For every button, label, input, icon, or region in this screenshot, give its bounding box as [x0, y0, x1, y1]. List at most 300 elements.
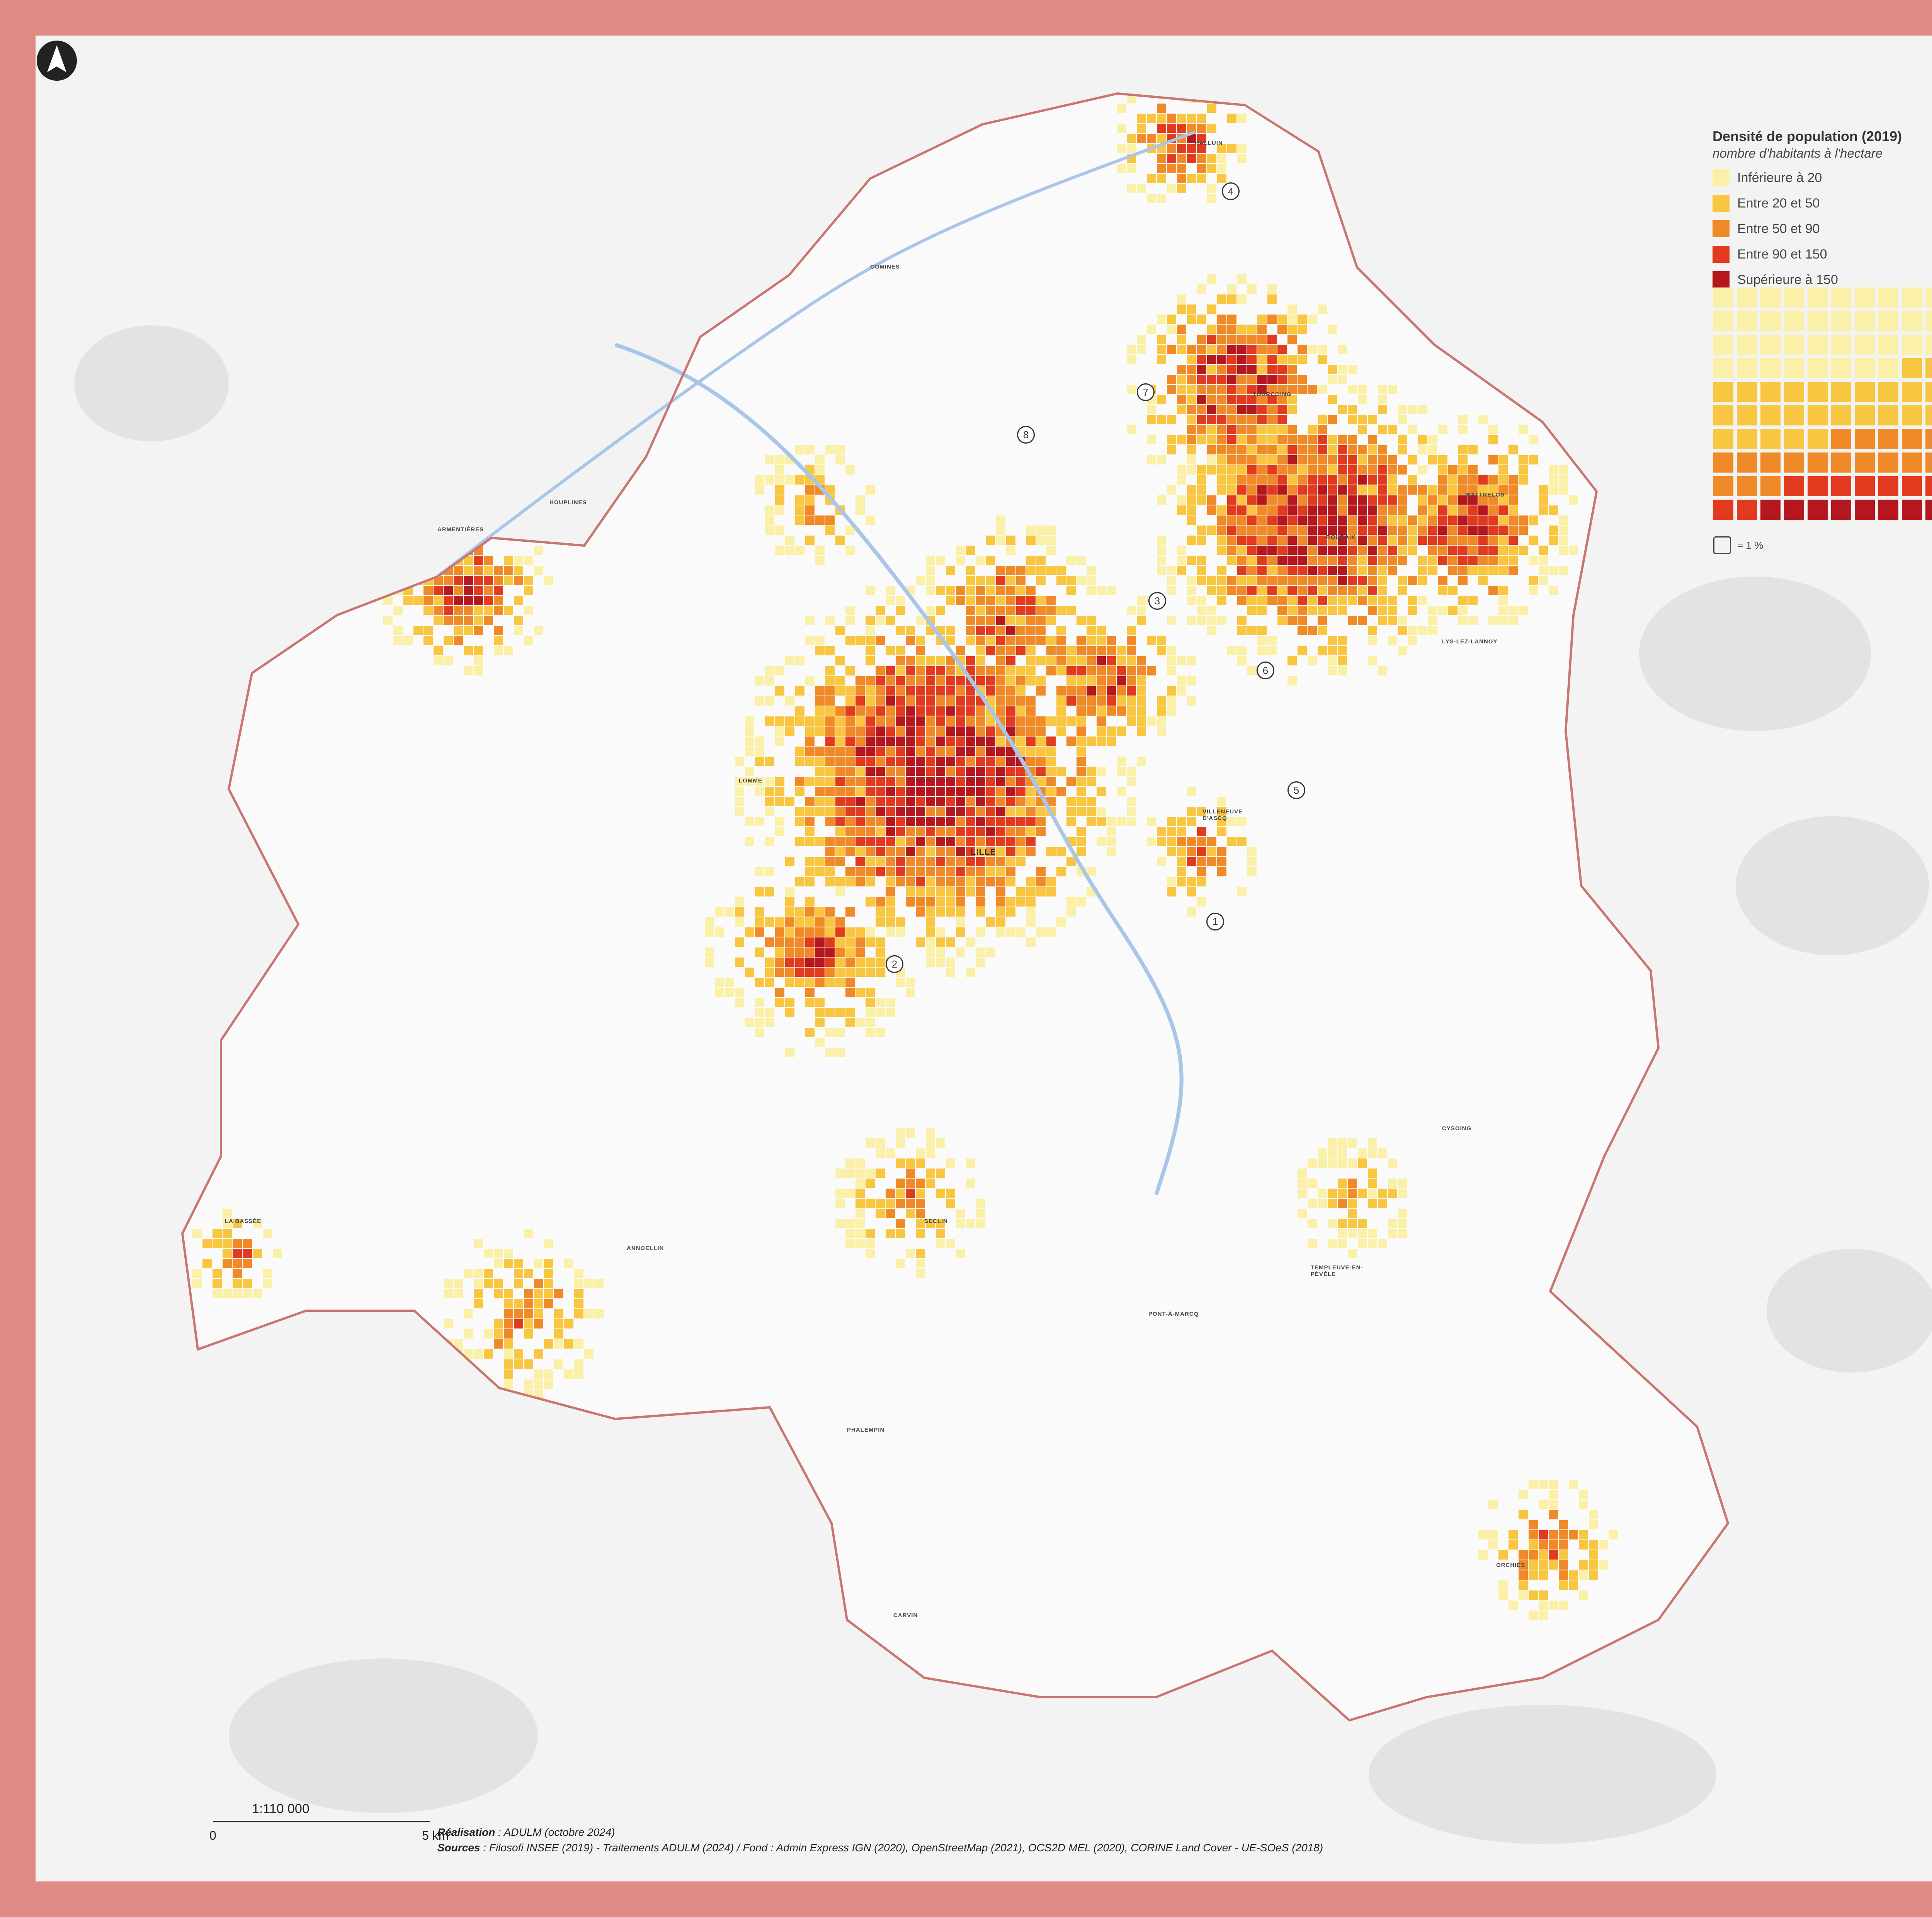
- density-cell: [1328, 435, 1337, 444]
- density-cell: [936, 887, 945, 896]
- density-cell: [1177, 676, 1186, 685]
- density-cell: [1127, 636, 1136, 645]
- density-cell: [825, 737, 835, 746]
- density-cell: [966, 737, 975, 746]
- density-cell: [1137, 676, 1146, 685]
- density-cell: [825, 726, 835, 736]
- density-cell: [1529, 1540, 1538, 1550]
- density-cell: [534, 1349, 543, 1359]
- density-cell: [876, 968, 885, 977]
- density-cell: [815, 947, 825, 957]
- density-cell: [1287, 566, 1297, 575]
- density-cell: [464, 616, 473, 625]
- density-cell: [936, 706, 945, 716]
- density-cell: [1368, 606, 1377, 615]
- density-cell: [1308, 1219, 1317, 1228]
- density-cell: [976, 556, 985, 565]
- density-cell: [1287, 304, 1297, 314]
- density-cell: [1137, 596, 1146, 605]
- density-cell: [1066, 907, 1076, 917]
- density-cell: [815, 556, 825, 565]
- density-cell: [1378, 445, 1387, 454]
- density-cell: [825, 706, 835, 716]
- density-cell: [1498, 515, 1508, 525]
- density-cell: [936, 737, 945, 746]
- density-cell: [1569, 546, 1578, 555]
- density-cell: [1157, 546, 1166, 555]
- density-cell: [1227, 385, 1236, 394]
- density-cell: [1398, 485, 1407, 495]
- density-cell: [1267, 284, 1277, 294]
- town-label: PONT-À-MARCQ: [1148, 1311, 1199, 1317]
- density-cell: [926, 676, 935, 685]
- density-cell: [1167, 566, 1176, 575]
- density-cell: [735, 787, 744, 796]
- density-cell: [393, 626, 403, 635]
- density-cell: [1438, 425, 1447, 434]
- density-cell: [504, 1369, 513, 1379]
- density-cell: [1217, 154, 1226, 163]
- density-cell: [815, 867, 825, 876]
- density-cell: [896, 927, 905, 937]
- density-cell: [1026, 606, 1036, 615]
- density-cell: [1277, 475, 1287, 485]
- density-cell: [1217, 395, 1226, 404]
- density-cell: [1197, 465, 1206, 475]
- density-cell: [815, 797, 825, 806]
- density-cell: [1509, 606, 1518, 615]
- density-cell: [514, 1279, 523, 1288]
- density-cell: [1066, 586, 1076, 595]
- density-cell: [1087, 817, 1096, 826]
- density-cell: [1227, 576, 1236, 585]
- density-cell: [1308, 385, 1317, 394]
- density-cell: [1589, 1510, 1598, 1519]
- waffle-cell: [1784, 335, 1804, 355]
- density-cell: [1066, 556, 1076, 565]
- density-cell: [926, 716, 935, 726]
- density-cell: [1519, 1590, 1528, 1600]
- density-cell: [876, 1209, 885, 1218]
- density-cell: [1318, 1199, 1327, 1208]
- density-cell: [1066, 656, 1076, 665]
- density-cell: [1167, 847, 1176, 856]
- density-cell: [1338, 636, 1347, 645]
- density-cell: [1368, 556, 1377, 565]
- density-cell: [835, 917, 845, 927]
- density-cell: [1247, 355, 1257, 364]
- density-cell: [785, 546, 794, 555]
- density-cell: [845, 767, 855, 776]
- density-cell: [835, 887, 845, 896]
- density-cell: [1016, 626, 1026, 635]
- density-cell: [1368, 415, 1377, 424]
- density-cell: [916, 1209, 925, 1218]
- density-cell: [976, 887, 985, 896]
- density-cell: [1277, 435, 1287, 444]
- density-cell: [564, 1259, 573, 1268]
- density-cell: [1227, 646, 1236, 655]
- density-cell: [1267, 475, 1277, 485]
- density-cell: [1358, 1229, 1367, 1238]
- density-cell: [946, 747, 955, 756]
- density-cell: [544, 1299, 553, 1308]
- density-cell: [1509, 1530, 1518, 1539]
- density-cell: [1559, 566, 1568, 575]
- density-cell: [976, 646, 985, 655]
- density-cell: [1097, 686, 1106, 696]
- density-cell: [815, 646, 825, 655]
- density-cell: [745, 968, 754, 977]
- density-cell: [996, 777, 1005, 786]
- density-cell: [845, 1239, 855, 1248]
- density-cell: [192, 1229, 202, 1238]
- density-cell: [805, 726, 815, 736]
- density-cell: [1197, 867, 1206, 876]
- density-cell: [1157, 415, 1166, 424]
- town-label: LA BASSÉE: [225, 1218, 262, 1225]
- density-cell: [1006, 716, 1015, 726]
- density-cell: [1599, 1540, 1608, 1550]
- density-cell: [1127, 817, 1136, 826]
- density-cell: [1147, 636, 1156, 645]
- waffle-cell: [1737, 452, 1757, 473]
- density-cell: [775, 455, 784, 464]
- density-cell: [845, 716, 855, 726]
- density-cell: [1157, 556, 1166, 565]
- density-cell: [1056, 716, 1066, 726]
- density-cell: [524, 1329, 533, 1339]
- density-cell: [1468, 475, 1478, 485]
- density-cell: [765, 937, 774, 947]
- density-cell: [1298, 495, 1307, 505]
- density-cell: [1016, 807, 1026, 816]
- density-cell: [1026, 797, 1036, 806]
- density-cell: [785, 978, 794, 987]
- density-cell: [986, 827, 995, 836]
- density-cell: [494, 1390, 503, 1399]
- waffle-cell: [1902, 405, 1922, 425]
- density-cell: [1488, 586, 1498, 595]
- density-cell: [1368, 1169, 1377, 1178]
- density-cell: [1267, 345, 1277, 354]
- density-cell: [1348, 556, 1357, 565]
- density-cell: [504, 1249, 513, 1258]
- density-cell: [735, 958, 744, 967]
- density-cell: [1187, 586, 1196, 595]
- density-cell: [1187, 907, 1196, 917]
- density-cell: [896, 877, 905, 886]
- density-cell: [1488, 526, 1498, 535]
- density-cell: [996, 787, 1005, 796]
- density-cell: [906, 877, 915, 886]
- density-cell: [926, 767, 935, 776]
- density-cell: [1087, 686, 1096, 696]
- density-cell: [855, 505, 865, 515]
- density-cell: [835, 445, 845, 454]
- density-cell: [1157, 355, 1166, 364]
- density-cell: [423, 546, 433, 555]
- density-cell: [1579, 1540, 1588, 1550]
- density-cell: [1277, 455, 1287, 464]
- density-cell: [474, 1279, 483, 1288]
- waffle-cell: [1855, 335, 1875, 355]
- density-cell: [855, 757, 865, 766]
- density-cell: [1498, 616, 1508, 625]
- density-cell: [986, 726, 995, 736]
- density-cell: [855, 495, 865, 505]
- density-cell: [1287, 556, 1297, 565]
- density-cell: [735, 757, 744, 766]
- density-cell: [916, 1158, 925, 1168]
- density-cell: [1016, 646, 1026, 655]
- density-cell: [554, 1339, 563, 1349]
- density-cell: [1257, 335, 1267, 344]
- density-cell: [1498, 455, 1508, 464]
- density-cell: [825, 817, 835, 826]
- density-cell: [755, 747, 764, 756]
- density-cell: [956, 947, 965, 957]
- density-cell: [1077, 777, 1086, 786]
- density-cell: [936, 797, 945, 806]
- density-cell: [1056, 606, 1066, 615]
- density-cell: [1298, 546, 1307, 555]
- density-cell: [1348, 1229, 1357, 1238]
- density-cell: [504, 1359, 513, 1369]
- density-cell: [1448, 536, 1458, 545]
- density-cell: [1187, 174, 1196, 183]
- density-cell: [413, 526, 423, 535]
- density-cell: [1157, 837, 1166, 846]
- waffle-cell: [1878, 311, 1898, 331]
- density-cell: [574, 1339, 583, 1349]
- density-cell: [1308, 596, 1317, 605]
- density-cell: [1197, 536, 1206, 545]
- density-cell: [1097, 807, 1106, 816]
- density-cell: [1398, 1189, 1407, 1198]
- density-cell: [825, 807, 835, 816]
- density-cell: [594, 1309, 604, 1318]
- density-cell: [1187, 355, 1196, 364]
- density-cell: [1388, 475, 1397, 485]
- density-cell: [976, 867, 985, 876]
- density-cell: [444, 606, 453, 615]
- legend-row: [1713, 220, 1932, 237]
- density-cell: [1167, 887, 1176, 896]
- density-cell: [1368, 1189, 1377, 1198]
- density-cell: [1207, 435, 1216, 444]
- density-cell: [815, 455, 825, 464]
- density-cell: [1287, 445, 1297, 454]
- density-cell: [1016, 616, 1026, 625]
- density-cell: [886, 998, 895, 1007]
- density-cell: [906, 676, 915, 685]
- density-cell: [1207, 415, 1216, 424]
- density-cell: [1197, 495, 1206, 505]
- density-cell: [444, 586, 453, 595]
- density-cell: [1267, 515, 1277, 525]
- density-cell: [966, 1158, 975, 1168]
- density-cell: [845, 747, 855, 756]
- density-cell: [1498, 566, 1508, 575]
- waffle-cell: [1925, 287, 1932, 308]
- density-cell: [1267, 576, 1277, 585]
- density-cell: [966, 636, 975, 645]
- density-cell: [876, 757, 885, 766]
- density-cell: [1177, 566, 1186, 575]
- density-cell: [594, 1279, 604, 1288]
- density-cell: [1458, 536, 1468, 545]
- density-cell: [966, 656, 975, 665]
- density-cell: [825, 917, 835, 927]
- density-cell: [866, 626, 875, 635]
- density-cell: [996, 887, 1005, 896]
- density-cell: [1187, 304, 1196, 314]
- density-cell: [916, 686, 925, 696]
- density-cell: [564, 1339, 573, 1349]
- density-cell: [1217, 797, 1226, 806]
- density-cell: [1378, 616, 1387, 625]
- density-cell: [1509, 566, 1518, 575]
- density-cell: [1348, 586, 1357, 595]
- density-cell: [1348, 435, 1357, 444]
- density-cell: [504, 1309, 513, 1318]
- density-cell: [866, 1028, 875, 1037]
- density-cell: [1298, 475, 1307, 485]
- density-cell: [444, 1289, 453, 1298]
- density-cell: [845, 867, 855, 876]
- density-cell: [1488, 1540, 1498, 1550]
- density-cell: [1066, 696, 1076, 706]
- density-cell: [926, 556, 935, 565]
- density-cell: [1277, 375, 1287, 384]
- density-cell: [444, 556, 453, 565]
- density-cell: [1448, 566, 1458, 575]
- waffle-cell: [1713, 452, 1733, 473]
- density-cell: [1378, 596, 1387, 605]
- density-cell: [876, 897, 885, 907]
- density-cell: [494, 636, 503, 645]
- density-cell: [1267, 335, 1277, 344]
- density-cell: [1358, 546, 1367, 555]
- density-cell: [1408, 626, 1417, 635]
- density-cell: [1077, 616, 1086, 625]
- density-cell: [1328, 1189, 1337, 1198]
- density-cell: [1277, 556, 1287, 565]
- density-cell: [976, 586, 985, 595]
- density-cell: [1097, 817, 1106, 826]
- density-cell: [1338, 526, 1347, 535]
- density-cell: [1197, 556, 1206, 565]
- density-cell: [1257, 365, 1267, 374]
- density-cell: [524, 1289, 533, 1298]
- density-cell: [956, 897, 965, 907]
- density-cell: [1077, 656, 1086, 665]
- density-cell: [1187, 837, 1196, 846]
- density-cell: [815, 787, 825, 796]
- density-cell: [825, 757, 835, 766]
- density-cell: [1107, 837, 1116, 846]
- density-cell: [946, 1199, 955, 1208]
- density-cell: [1117, 656, 1126, 665]
- density-cell: [986, 616, 995, 625]
- density-cell: [1087, 616, 1096, 625]
- density-cell: [765, 666, 774, 675]
- density-cell: [1016, 636, 1026, 645]
- town-label: LOMME: [739, 777, 762, 784]
- density-cell: [1358, 1158, 1367, 1168]
- density-cell: [544, 1269, 553, 1278]
- density-cell: [1207, 395, 1216, 404]
- density-cell: [825, 747, 835, 756]
- marker-7: 7: [1137, 383, 1155, 401]
- density-cell: [835, 827, 845, 836]
- density-cell: [1167, 817, 1176, 826]
- density-cell: [1107, 586, 1116, 595]
- density-cell: [1298, 526, 1307, 535]
- density-cell: [1418, 566, 1427, 575]
- density-cell: [1318, 445, 1327, 454]
- density-cell: [1438, 465, 1447, 475]
- density-cell: [1338, 546, 1347, 555]
- density-cell: [1267, 485, 1277, 495]
- density-cell: [1348, 405, 1357, 414]
- density-cell: [775, 546, 784, 555]
- density-cell: [1046, 546, 1056, 555]
- density-cell: [986, 596, 995, 605]
- density-cell: [815, 546, 825, 555]
- density-cell: [1006, 927, 1015, 937]
- density-cell: [715, 978, 724, 987]
- density-cell: [1408, 546, 1417, 555]
- density-cell: [263, 1269, 272, 1278]
- density-cell: [1026, 827, 1036, 836]
- density-cell: [866, 767, 875, 776]
- density-cell: [866, 676, 875, 685]
- density-cell: [1468, 465, 1478, 475]
- density-cell: [474, 646, 483, 655]
- density-cell: [966, 616, 975, 625]
- density-cell: [1207, 365, 1216, 374]
- density-cell: [906, 737, 915, 746]
- density-cell: [745, 1018, 754, 1027]
- density-cell: [1247, 546, 1257, 555]
- waffle-cell: [1784, 382, 1804, 402]
- density-cell: [524, 1379, 533, 1389]
- density-cell: [1227, 526, 1236, 535]
- density-cell: [1237, 335, 1247, 344]
- density-cell: [524, 556, 533, 565]
- density-cell: [484, 566, 493, 575]
- density-cell: [1338, 445, 1347, 454]
- density-cell: [434, 546, 443, 555]
- density-cell: [1378, 385, 1387, 394]
- town-label: ROUBAIX: [1326, 534, 1356, 541]
- density-cell: [1498, 546, 1508, 555]
- density-cell: [1318, 515, 1327, 525]
- density-cell: [996, 656, 1005, 665]
- density-cell: [1338, 1138, 1347, 1148]
- legend-label: Inférieure à 20: [1737, 170, 1822, 185]
- density-cell: [1197, 415, 1206, 424]
- density-cell: [906, 1199, 915, 1208]
- density-cell: [1498, 1590, 1508, 1600]
- density-cell: [1137, 726, 1146, 736]
- density-cell: [866, 927, 875, 937]
- density-cell: [1056, 686, 1066, 696]
- density-cell: [1107, 676, 1116, 685]
- density-cell: [1177, 546, 1186, 555]
